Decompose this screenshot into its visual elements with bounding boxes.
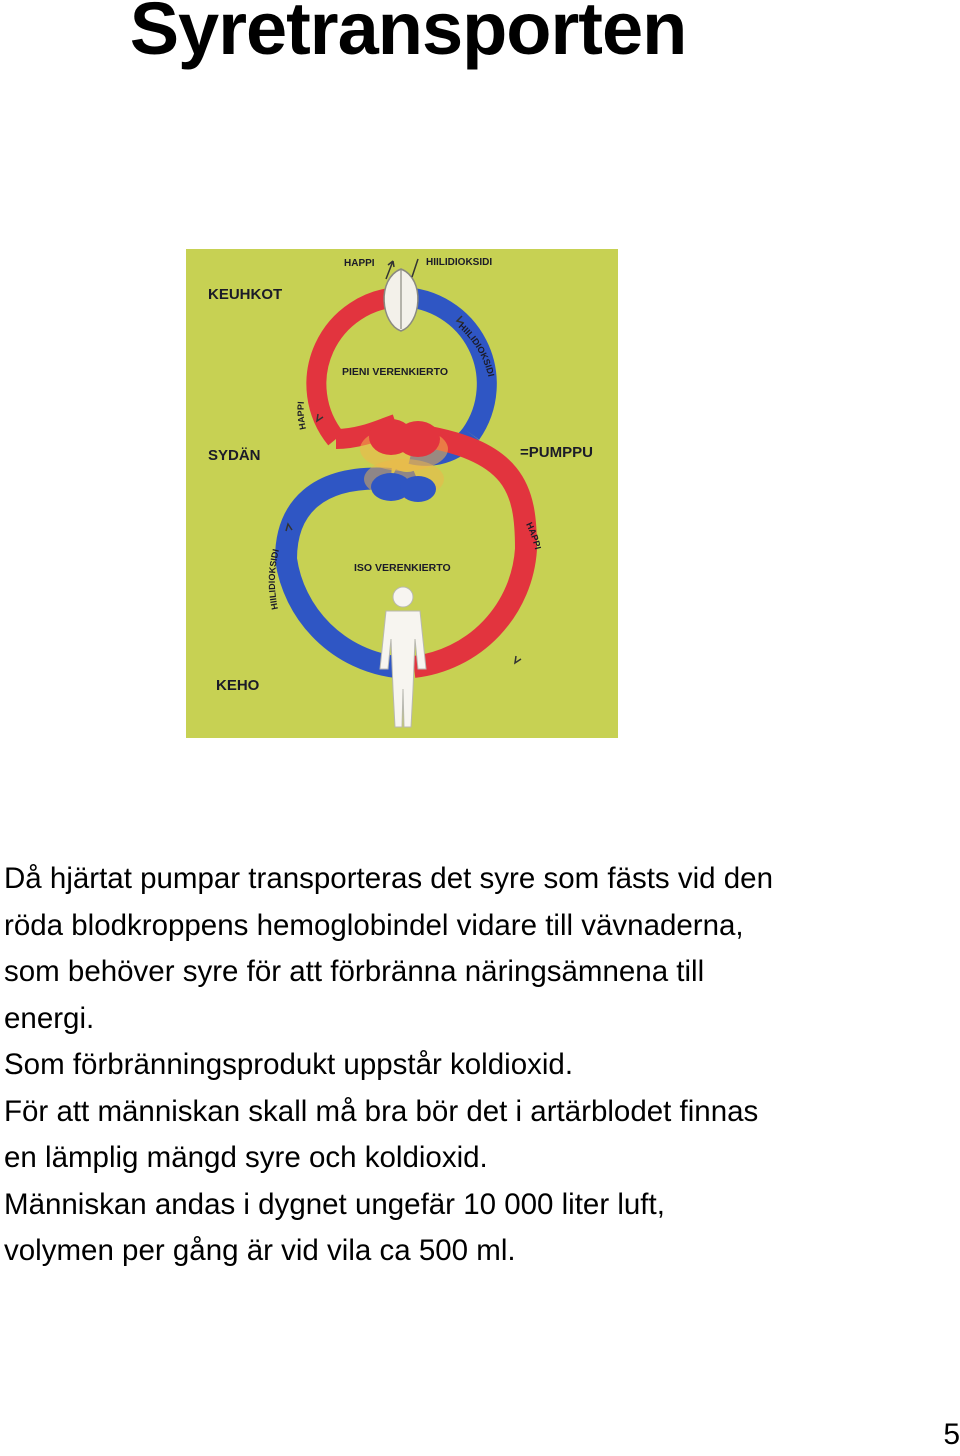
text-line: Människan andas i dygnet ungefär 10 000 liter luft, <box>4 1187 665 1221</box>
page-title: Syretransporten <box>129 0 687 70</box>
label-pump: =PUMPPU <box>520 444 593 461</box>
text-line: volymen per gång är vid vila ca 500 ml. <box>4 1234 516 1267</box>
heart-icon <box>360 419 448 502</box>
arc-label-co2-upper: HIILIDIOKSIDI <box>456 320 497 378</box>
label-small-circulation: PIENI VERENKIERTO <box>342 366 448 378</box>
text-line: som behöver syre för att förbränna näringsämnena till <box>4 955 705 988</box>
text-line: För att människan skall må bra bör det i artärblodet finnas <box>4 1094 759 1128</box>
text-line: Som förbränningsprodukt uppstår koldioxid. <box>4 1048 574 1081</box>
page-number: 5 <box>943 1418 960 1451</box>
label-body: KEHO <box>216 677 260 694</box>
arc-label-happi-lower: HAPPI <box>524 520 544 551</box>
arc-label-happi-upper: HAPPI <box>295 401 308 431</box>
label-large-circulation: ISO VERENKIERTO <box>354 562 451 574</box>
blood-circulation-figure <box>186 249 618 738</box>
body-text <box>4 856 954 1275</box>
text-line: energi. <box>4 1001 95 1035</box>
label-oxygen-top: HAPPI <box>344 258 375 269</box>
label-heart: SYDÄN <box>208 447 261 464</box>
text-line: röda blodkroppens hemoglobindel vidare till vävnaderna, <box>4 908 744 942</box>
label-lungs: KEUHKOT <box>208 286 283 303</box>
text-line: Då hjärtat pumpar transporteras det syre som fästs vid den <box>4 862 773 895</box>
label-co2-top: HIILIDIOKSIDI <box>426 257 493 268</box>
arc-label-co2-lower: HIILIDIOKSIDI <box>266 547 281 611</box>
text-line: en lämplig mängd syre och koldioxid. <box>4 1141 488 1174</box>
